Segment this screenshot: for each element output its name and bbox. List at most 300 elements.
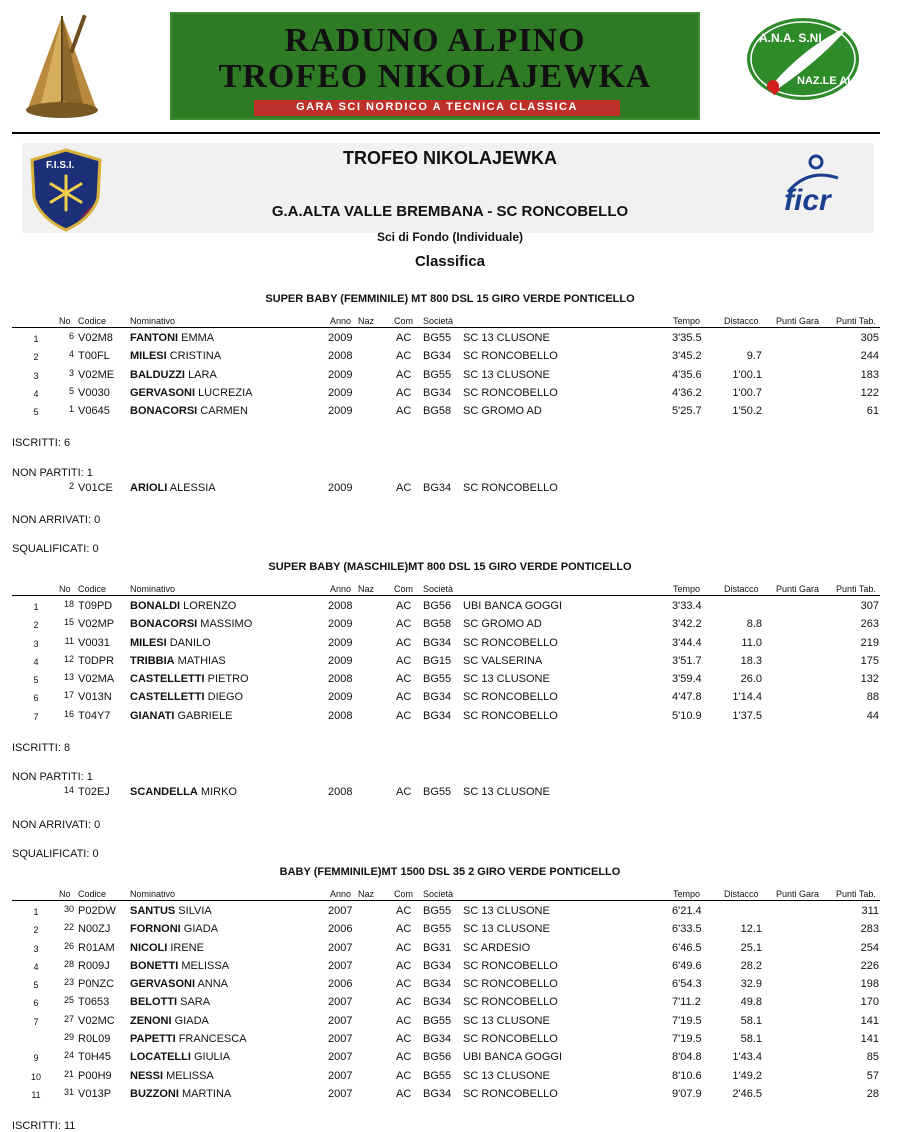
club-code-cell: BG56 xyxy=(423,1051,452,1064)
athlete-first-name: MELISSA xyxy=(166,1069,214,1082)
code-cell: P00H9 xyxy=(78,1069,112,1082)
table-row xyxy=(0,405,900,423)
year-cell: 2007 xyxy=(328,1033,353,1046)
non-partiti-row xyxy=(0,786,900,804)
athlete-surname: SANTUS xyxy=(130,905,176,917)
club-cell: UBI BANCA GOGGI xyxy=(463,1051,563,1064)
club-code-cell: BG34 xyxy=(423,1033,452,1046)
col-header-gap: Distacco xyxy=(724,889,759,899)
time-cell: 8'04.8 xyxy=(672,1051,702,1064)
gap-cell: 1'14.4 xyxy=(732,691,762,704)
athlete-name-cell xyxy=(130,1088,231,1100)
category-title: SUPER BABY (MASCHILE)MT 800 DSL 15 GIRO VERDE PONTICELLO xyxy=(268,561,632,573)
year-cell: 2009 xyxy=(328,618,353,631)
bib-number-cell: 3 xyxy=(68,367,74,378)
club-cell: SC RONCOBELLO xyxy=(463,691,558,704)
athlete-surname: BONACORSI xyxy=(130,618,198,631)
time-cell: 4'47.8 xyxy=(672,691,702,704)
time-cell: 6'49.6 xyxy=(672,959,702,972)
document-title: Classifica xyxy=(414,253,486,270)
position-cell: 3 xyxy=(33,638,39,649)
table-row xyxy=(0,960,900,978)
code-cell: V01CE xyxy=(78,482,113,494)
position-cell: 6 xyxy=(33,998,39,1009)
table-row xyxy=(0,996,900,1014)
athlete-surname: CASTELLETTI xyxy=(130,691,205,704)
position-cell: 9 xyxy=(33,1053,39,1064)
athlete-surname: NICOLI xyxy=(130,941,168,954)
athlete-surname: BELOTTI xyxy=(130,996,178,1009)
col-header-gap: Distacco xyxy=(724,584,759,594)
table-row xyxy=(0,332,900,350)
club-cell: SC 13 CLUSONE xyxy=(463,905,550,917)
code-cell: P02DW xyxy=(78,905,116,917)
athlete-name-cell xyxy=(130,350,221,362)
bib-number-cell: 17 xyxy=(63,690,74,701)
table-row xyxy=(0,710,900,728)
club-cell: SC 13 CLUSONE xyxy=(463,673,550,686)
com-cell: AC xyxy=(396,941,412,954)
gap-cell: 1'43.4 xyxy=(732,1051,762,1064)
bib-number-cell: 1 xyxy=(68,404,74,415)
table-points-cell: 44 xyxy=(866,709,879,722)
non-partiti-label: NON PARTITI: 1 xyxy=(12,771,93,783)
position-cell: 6 xyxy=(33,693,39,704)
position-cell: 7 xyxy=(33,711,39,722)
gap-cell: 12.1 xyxy=(740,923,762,936)
col-header-time: Tempo xyxy=(673,584,701,594)
club-cell: SC RONCOBELLO xyxy=(463,636,558,649)
iscritti-label: ISCRITTI: 8 xyxy=(12,742,71,754)
athlete-name-cell xyxy=(130,618,252,630)
col-header-no: No xyxy=(59,316,71,326)
club-cell: SC RONCOBELLO xyxy=(463,1033,558,1046)
com-cell: AC xyxy=(396,368,412,381)
club-cell: SC 13 CLUSONE xyxy=(463,332,550,344)
athlete-surname: BONETTI xyxy=(130,959,179,972)
table-points-cell: 141 xyxy=(860,1033,879,1046)
com-cell: AC xyxy=(396,691,412,704)
athlete-first-name: CRISTINA xyxy=(169,350,222,363)
col-header-nat: Naz xyxy=(358,584,375,594)
bib-number-cell: 11 xyxy=(64,635,74,646)
club-cell: SC ARDESIO xyxy=(463,941,531,954)
table-points-cell: 307 xyxy=(860,600,879,612)
code-cell: T0DPR xyxy=(78,654,115,667)
athlete-first-name: GABRIELE xyxy=(177,709,233,722)
code-cell: R0L09 xyxy=(78,1033,111,1046)
discipline: Sci di Fondo (Individuale) xyxy=(377,230,523,244)
table-points-cell: 283 xyxy=(860,923,879,936)
code-cell: T0653 xyxy=(78,996,110,1009)
time-cell: 7'11.2 xyxy=(672,996,701,1009)
non-partiti-table xyxy=(0,482,900,500)
time-cell: 3'33.4 xyxy=(672,600,702,612)
club-cell: SC 13 CLUSONE xyxy=(463,1069,550,1082)
athlete-name-cell xyxy=(130,405,248,417)
position-cell: 4 xyxy=(33,961,39,972)
bib-number-cell: 27 xyxy=(63,1013,74,1024)
time-cell: 5'10.9 xyxy=(672,709,702,722)
athlete-surname: GIANATI xyxy=(130,709,175,722)
club-code-cell: BG58 xyxy=(423,405,452,418)
position-cell: 11 xyxy=(31,1089,41,1100)
com-cell: AC xyxy=(396,905,412,917)
club-code-cell: BG34 xyxy=(423,636,452,649)
athlete-name-cell xyxy=(130,942,204,954)
position-cell: 2 xyxy=(33,620,39,631)
year-cell: 2007 xyxy=(328,1014,353,1027)
club-code-cell: BG55 xyxy=(423,1069,452,1082)
table-row xyxy=(0,978,900,996)
com-cell: AC xyxy=(396,1069,412,1082)
time-cell: 4'35.6 xyxy=(672,368,702,381)
athlete-name-cell xyxy=(130,905,212,917)
com-cell: AC xyxy=(396,386,412,399)
athlete-surname: BONACORSI xyxy=(130,405,198,418)
table-points-cell: 226 xyxy=(860,959,879,972)
athlete-surname: MILESI xyxy=(130,350,167,363)
year-cell: 2008 xyxy=(328,350,353,363)
col-header-time: Tempo xyxy=(673,889,701,899)
table-points-cell: 254 xyxy=(860,941,879,954)
time-cell: 6'46.5 xyxy=(672,941,702,954)
event-title: TROFEO NIKOLAJEWKA xyxy=(343,148,557,168)
com-cell: AC xyxy=(396,350,412,363)
athlete-first-name: MELISSA xyxy=(181,959,230,972)
club-code-cell: BG34 xyxy=(423,350,452,363)
col-header-race-points: Punti Gara xyxy=(776,316,820,326)
time-cell: 3'44.4 xyxy=(672,636,702,649)
code-cell: T0H45 xyxy=(78,1051,112,1064)
table-row xyxy=(0,1070,900,1088)
athlete-first-name: SARA xyxy=(180,996,211,1009)
athlete-first-name: GIADA xyxy=(183,923,219,936)
club-cell: SC RONCOBELLO xyxy=(463,350,558,363)
col-header-code: Codice xyxy=(78,316,107,326)
gap-cell: 28.2 xyxy=(740,959,762,972)
athlete-first-name: LARA xyxy=(188,368,217,381)
position-cell: 4 xyxy=(33,388,39,399)
club-code-cell: BG58 xyxy=(423,618,452,631)
bib-number-cell: 4 xyxy=(68,349,74,360)
club-code-cell: BG34 xyxy=(423,959,452,972)
non-arrivati-label: NON ARRIVATI: 0 xyxy=(12,514,101,526)
bib-number-cell: 13 xyxy=(63,672,74,683)
athlete-surname: GERVASONI xyxy=(130,978,195,991)
table-row xyxy=(0,369,900,387)
com-cell: AC xyxy=(396,1014,412,1027)
position-cell: 3 xyxy=(33,943,39,954)
code-cell: V02MC xyxy=(78,1014,115,1027)
bib-number-cell: 22 xyxy=(63,922,74,933)
com-cell: AC xyxy=(396,923,412,936)
com-cell: AC xyxy=(396,673,412,686)
ana-feather-logo-icon xyxy=(745,16,876,102)
col-header-year: Anno xyxy=(330,584,352,594)
com-cell: AC xyxy=(396,709,412,722)
club-code-cell: BG55 xyxy=(423,923,452,936)
col-header-table-points: Punti Tab. xyxy=(836,584,876,594)
table-points-cell: 57 xyxy=(866,1069,879,1082)
year-cell: 2007 xyxy=(328,1069,353,1082)
code-cell: V02MA xyxy=(78,673,115,686)
bib-number-cell: 28 xyxy=(63,958,74,969)
gap-cell: 9.7 xyxy=(746,350,762,363)
table-row xyxy=(0,1088,900,1106)
col-header-year: Anno xyxy=(330,889,352,899)
com-cell: AC xyxy=(396,996,412,1009)
com-cell: AC xyxy=(396,600,412,612)
athlete-surname: LOCATELLI xyxy=(130,1051,191,1064)
athlete-name-cell xyxy=(130,710,233,722)
club-code-cell: BG55 xyxy=(423,786,452,798)
athlete-name-cell xyxy=(130,655,226,667)
athlete-surname: ZENONI xyxy=(130,1014,172,1027)
table-points-cell: 122 xyxy=(860,386,879,399)
athlete-surname: BUZZONI xyxy=(130,1087,179,1100)
col-header-race-points: Punti Gara xyxy=(776,584,820,594)
club-cell: SC GROMO AD xyxy=(463,405,542,418)
year-cell: 2009 xyxy=(328,654,353,667)
time-cell: 6'33.5 xyxy=(672,923,702,936)
year-cell: 2008 xyxy=(328,709,353,722)
athlete-name-cell xyxy=(130,1070,214,1082)
athlete-name-cell xyxy=(130,923,218,935)
bib-number-cell: 14 xyxy=(63,785,74,795)
gap-cell: 8.8 xyxy=(746,618,762,631)
club-cell: UBI BANCA GOGGI xyxy=(463,600,563,612)
banner-subtitle-strip xyxy=(254,100,620,116)
col-header-race-points: Punti Gara xyxy=(776,889,820,899)
col-header-name: Nominativo xyxy=(130,889,176,899)
athlete-first-name: DIEGO xyxy=(207,691,244,704)
club-code-cell: BG34 xyxy=(423,978,452,991)
gap-cell: 1'50.2 xyxy=(732,405,762,418)
athlete-surname: FANTONI xyxy=(130,332,179,344)
club-code-cell: BG55 xyxy=(423,368,452,381)
position-cell: 10 xyxy=(30,1071,41,1082)
table-row xyxy=(0,673,900,691)
bib-number-cell: 29 xyxy=(63,1032,74,1043)
position-cell: 5 xyxy=(33,407,39,418)
col-header-table-points: Punti Tab. xyxy=(836,316,876,326)
com-cell: AC xyxy=(396,654,412,667)
ficr-logo-text: ficr xyxy=(784,184,831,217)
club-cell: SC RONCOBELLO xyxy=(463,386,558,399)
athlete-surname: BALDUZZI xyxy=(130,368,185,381)
athlete-name-cell xyxy=(130,960,229,972)
athlete-surname: ARIOLI xyxy=(130,482,168,494)
athlete-first-name: PIETRO xyxy=(207,673,249,686)
col-header-gap: Distacco xyxy=(724,316,759,326)
time-cell: 7'19.5 xyxy=(672,1014,702,1027)
col-header-com: Com xyxy=(394,889,414,899)
club-code-cell: BG31 xyxy=(423,941,452,954)
col-header-no: No xyxy=(59,889,71,899)
non-partiti-row xyxy=(0,482,900,500)
table-points-cell: 61 xyxy=(866,405,879,418)
gap-cell: 58.1 xyxy=(740,1014,762,1027)
year-cell: 2007 xyxy=(328,996,353,1009)
athlete-first-name: ANNA xyxy=(197,978,229,991)
code-cell: V0645 xyxy=(78,405,110,418)
com-cell: AC xyxy=(396,332,412,344)
athlete-name-cell xyxy=(130,637,211,649)
club-cell: SC 13 CLUSONE xyxy=(463,786,550,798)
time-cell: 3'59.4 xyxy=(672,673,702,686)
table-points-cell: 141 xyxy=(860,1014,879,1027)
athlete-first-name: MASSIMO xyxy=(200,618,253,631)
year-cell: 2009 xyxy=(328,691,353,704)
header-rule xyxy=(12,327,880,328)
table-row xyxy=(0,1033,900,1051)
col-header-table-points: Punti Tab. xyxy=(836,889,876,899)
athlete-name-cell xyxy=(130,482,216,494)
code-cell: T00FL xyxy=(78,350,110,363)
bib-number-cell: 18 xyxy=(63,599,74,609)
year-cell: 2009 xyxy=(328,332,353,344)
table-points-cell: 219 xyxy=(860,636,879,649)
code-cell: T09PD xyxy=(78,600,113,612)
code-cell: P0NZC xyxy=(78,978,115,991)
bib-number-cell: 15 xyxy=(63,617,74,628)
results-table xyxy=(0,600,900,728)
year-cell: 2009 xyxy=(328,368,353,381)
bib-number-cell: 21 xyxy=(63,1068,74,1079)
banner-title-line2: TROFEO NIKOLAJEWKA xyxy=(218,58,652,95)
club-code-cell: BG34 xyxy=(423,1087,452,1100)
header-rule xyxy=(12,595,880,596)
bib-number-cell: 12 xyxy=(63,653,74,664)
non-partiti-table xyxy=(0,786,900,804)
club-cell: SC VALSERINA xyxy=(463,654,543,667)
athlete-surname: MILESI xyxy=(130,636,167,649)
com-cell: AC xyxy=(396,959,412,972)
code-cell: V02M8 xyxy=(78,332,113,344)
club-code-cell: BG34 xyxy=(423,996,452,1009)
gap-cell: 1'37.5 xyxy=(732,709,762,722)
bib-number-cell: 25 xyxy=(63,995,74,1006)
banner-title-box xyxy=(170,12,700,120)
club-code-cell: BG34 xyxy=(423,482,452,494)
athlete-first-name: ALESSIA xyxy=(169,482,216,494)
table-points-cell: 170 xyxy=(860,996,879,1009)
col-header-code: Codice xyxy=(78,889,107,899)
table-points-cell: 244 xyxy=(860,350,879,363)
athlete-first-name: EMMA xyxy=(181,332,215,344)
bib-number-cell: 5 xyxy=(68,385,74,396)
gap-cell: 32.9 xyxy=(740,978,762,991)
athlete-name-cell xyxy=(130,1051,230,1063)
code-cell: V013N xyxy=(78,691,112,704)
table-points-cell: 183 xyxy=(860,368,879,381)
club-cell: SC RONCOBELLO xyxy=(463,1087,558,1100)
athlete-surname: CASTELLETTI xyxy=(130,673,205,686)
table-points-cell: 28 xyxy=(866,1087,879,1100)
category-title: BABY (FEMMINILE)MT 1500 DSL 35 2 GIRO VERDE PONTICELLO xyxy=(279,866,621,878)
position-cell: 1 xyxy=(33,602,39,612)
club-cell: SC RONCOBELLO xyxy=(463,978,558,991)
athlete-surname: TRIBBIA xyxy=(130,654,175,667)
squalificati-label: SQUALIFICATI: 0 xyxy=(12,543,99,555)
gap-cell: 26.0 xyxy=(740,673,762,686)
col-header-name: Nominativo xyxy=(130,316,176,326)
time-cell: 5'25.7 xyxy=(672,405,702,418)
time-cell: 4'36.2 xyxy=(672,386,702,399)
col-header-com: Com xyxy=(394,584,414,594)
athlete-first-name: FRANCESCA xyxy=(178,1033,247,1046)
header-rule xyxy=(12,900,880,901)
col-header-no: No xyxy=(59,584,71,594)
time-cell: 6'21.4 xyxy=(672,905,702,917)
table-points-cell: 311 xyxy=(861,905,879,917)
athlete-surname: SCANDELLA xyxy=(130,786,198,798)
category-title: SUPER BABY (FEMMINILE) MT 800 DSL 15 GIRO VERDE PONTICELLO xyxy=(265,293,635,305)
gap-cell: 1'00.1 xyxy=(732,368,762,381)
bib-number-cell: 6 xyxy=(68,331,74,341)
col-header-club: Società xyxy=(423,316,454,326)
table-row xyxy=(0,691,900,709)
table-points-cell: 305 xyxy=(860,332,879,344)
code-cell: T02EJ xyxy=(78,786,110,798)
club-cell: SC 13 CLUSONE xyxy=(463,368,550,381)
table-points-cell: 132 xyxy=(860,673,879,686)
athlete-surname: FORNONI xyxy=(130,923,181,936)
time-cell: 8'10.6 xyxy=(672,1069,702,1082)
com-cell: AC xyxy=(396,618,412,631)
year-cell: 2007 xyxy=(328,1051,353,1064)
banner xyxy=(0,0,900,132)
year-cell: 2007 xyxy=(328,959,353,972)
athlete-surname: PAPETTI xyxy=(130,1033,176,1046)
table-row xyxy=(0,637,900,655)
athlete-first-name: LUCREZIA xyxy=(198,386,253,399)
club-cell: SC GROMO AD xyxy=(463,618,542,631)
club-cell: SC 13 CLUSONE xyxy=(463,923,550,936)
col-header-com: Com xyxy=(394,316,414,326)
gap-cell: 49.8 xyxy=(740,996,762,1009)
athlete-first-name: MARTINA xyxy=(181,1087,232,1100)
table-row xyxy=(0,655,900,673)
athlete-first-name: DANILO xyxy=(169,636,211,649)
athlete-first-name: SILVIA xyxy=(178,905,212,917)
table-row xyxy=(0,1015,900,1033)
col-header-code: Codice xyxy=(78,584,107,594)
bib-number-cell: 16 xyxy=(63,708,74,719)
table-points-cell: 88 xyxy=(866,691,879,704)
table-row xyxy=(0,942,900,960)
position-cell: 5 xyxy=(33,980,39,991)
year-cell: 2009 xyxy=(328,636,353,649)
club-cell: SC RONCOBELLO xyxy=(463,482,558,494)
com-cell: AC xyxy=(396,1051,412,1064)
club-code-cell: BG34 xyxy=(423,691,452,704)
athlete-surname: GERVASONI xyxy=(130,386,195,399)
athlete-name-cell xyxy=(130,978,228,990)
athlete-name-cell xyxy=(130,786,237,798)
organizer-name: G.A.ALTA VALLE BREMBANA - SC RONCOBELLO xyxy=(271,203,629,220)
time-cell: 3'35.5 xyxy=(672,332,702,344)
col-header-club: Società xyxy=(423,584,454,594)
athlete-name-cell xyxy=(130,387,252,399)
bib-number-cell: 2 xyxy=(68,481,74,491)
results-table xyxy=(0,332,900,423)
year-cell: 2007 xyxy=(328,905,353,917)
athlete-first-name: LORENZO xyxy=(183,600,237,612)
gap-cell: 25.1 xyxy=(740,941,762,954)
year-cell: 2007 xyxy=(328,941,353,954)
